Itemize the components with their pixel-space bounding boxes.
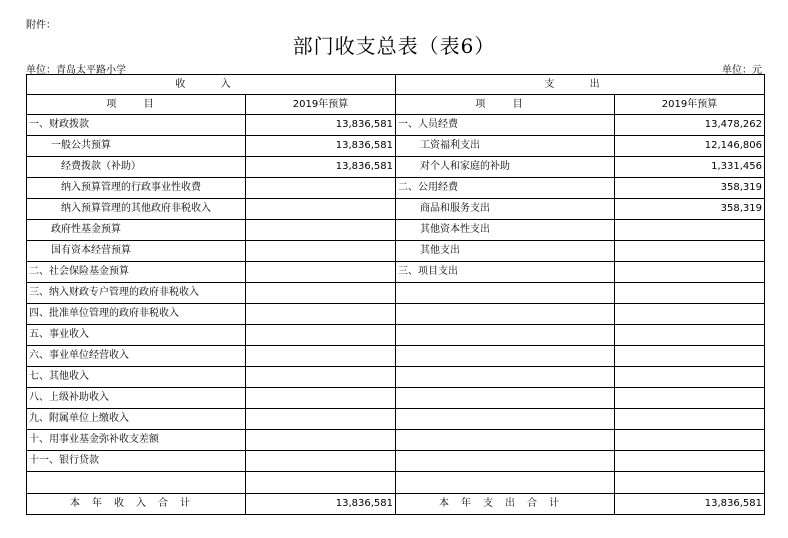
expense-item-cell: 商品和服务支出 <box>396 199 615 220</box>
income-total-label: 本年收入合计 <box>27 494 246 515</box>
income-value-cell <box>246 178 396 199</box>
income-item-cell: 四、批准单位管理的政府非税收入 <box>27 304 246 325</box>
expense-value-cell <box>615 304 765 325</box>
expense-item-cell: 其他资本性支出 <box>396 220 615 241</box>
income-value-cell: 13,836,581 <box>246 136 396 157</box>
expense-item-cell <box>396 430 615 451</box>
table-row <box>27 388 765 409</box>
income-item-cell: 六、事业单位经营收入 <box>27 346 246 367</box>
expense-item-cell: 三、项目支出 <box>396 262 615 283</box>
income-value-cell <box>246 283 396 304</box>
income-value-cell <box>246 367 396 388</box>
expense-value-cell <box>615 283 765 304</box>
table-row <box>27 451 765 472</box>
table-row <box>27 346 765 367</box>
table-row <box>27 199 765 220</box>
expense-item-header: 项 目 <box>396 95 615 115</box>
income-item-cell: 十一、银行贷款 <box>27 451 246 472</box>
expense-value-cell: 12,146,806 <box>615 136 765 157</box>
expense-value-cell <box>615 220 765 241</box>
expense-budget-header: 2019年预算 <box>615 95 765 115</box>
income-item-cell: 八、上级补助收入 <box>27 388 246 409</box>
table-row <box>27 472 765 494</box>
expense-header: 支 出 <box>396 75 765 95</box>
income-item-cell: 九、附属单位上缴收入 <box>27 409 246 430</box>
attachment-label: 附件： <box>26 20 56 31</box>
expense-total-label: 本年支出合计 <box>396 494 615 515</box>
expense-item-cell <box>396 409 615 430</box>
income-value-cell <box>246 346 396 367</box>
currency-unit: 单位：元 <box>722 65 762 76</box>
income-header: 收 入 <box>27 75 396 95</box>
expense-value-cell <box>615 262 765 283</box>
table-row <box>27 220 765 241</box>
income-value-cell <box>246 388 396 409</box>
expense-item-cell: 对个人和家庭的补助 <box>396 157 615 178</box>
expense-value-cell <box>615 430 765 451</box>
income-value-cell <box>246 430 396 451</box>
expense-value-cell <box>615 472 765 494</box>
income-value-cell: 13,836,581 <box>246 157 396 178</box>
total-row <box>27 494 765 515</box>
expense-item-cell: 其他支出 <box>396 241 615 262</box>
income-total-value: 13,836,581 <box>246 494 396 515</box>
income-item-cell: 五、事业收入 <box>27 325 246 346</box>
table-row <box>27 262 765 283</box>
expense-total-value: 13,836,581 <box>615 494 765 515</box>
expense-item-cell <box>396 472 615 494</box>
income-value-cell <box>246 304 396 325</box>
income-item-cell: 政府性基金预算 <box>27 220 246 241</box>
expense-value-cell: 13,478,262 <box>615 115 765 136</box>
income-value-cell <box>246 220 396 241</box>
income-budget-header: 2019年预算 <box>246 95 396 115</box>
income-value-cell: 13,836,581 <box>246 115 396 136</box>
income-item-cell: 纳入预算管理的其他政府非税收入 <box>27 199 246 220</box>
expense-item-cell <box>396 346 615 367</box>
expense-value-cell <box>615 346 765 367</box>
income-value-cell <box>246 199 396 220</box>
expense-value-cell <box>615 451 765 472</box>
expense-item-cell <box>396 367 615 388</box>
income-item-cell: 三、纳入财政专户管理的政府非税收入 <box>27 283 246 304</box>
budget-table <box>26 74 765 515</box>
expense-value-cell: 358,319 <box>615 199 765 220</box>
expense-item-cell <box>396 304 615 325</box>
table-row <box>27 178 765 199</box>
income-item-cell: 一般公共预算 <box>27 136 246 157</box>
table-row <box>27 136 765 157</box>
income-value-cell <box>246 451 396 472</box>
income-item-cell: 纳入预算管理的行政事业性收费 <box>27 178 246 199</box>
income-item-cell: 经费拨款（补助） <box>27 157 246 178</box>
table-row <box>27 241 765 262</box>
income-item-cell: 一、财政拨款 <box>27 115 246 136</box>
income-value-cell <box>246 262 396 283</box>
income-value-cell <box>246 409 396 430</box>
table-row <box>27 157 765 178</box>
income-item-cell: 二、社会保险基金预算 <box>27 262 246 283</box>
expense-value-cell: 1,331,456 <box>615 157 765 178</box>
income-item-cell: 国有资本经营预算 <box>27 241 246 262</box>
income-item-cell: 十、用事业基金弥补收支差额 <box>27 430 246 451</box>
expense-item-cell: 工资福利支出 <box>396 136 615 157</box>
expense-item-cell <box>396 325 615 346</box>
table-row <box>27 409 765 430</box>
income-item-header: 项 目 <box>27 95 246 115</box>
expense-item-cell: 二、公用经费 <box>396 178 615 199</box>
table-row <box>27 325 765 346</box>
expense-item-cell <box>396 451 615 472</box>
expense-item-cell: 一、人员经费 <box>396 115 615 136</box>
table-row <box>27 304 765 325</box>
income-value-cell <box>246 472 396 494</box>
expense-item-cell <box>396 388 615 409</box>
table-row <box>27 283 765 304</box>
expense-value-cell <box>615 367 765 388</box>
table-row <box>27 115 765 136</box>
income-value-cell <box>246 325 396 346</box>
income-item-cell: 七、其他收入 <box>27 367 246 388</box>
income-item-cell <box>27 472 246 494</box>
expense-value-cell <box>615 325 765 346</box>
expense-value-cell <box>615 409 765 430</box>
table-row <box>27 430 765 451</box>
page-title: 部门收支总表（表6） <box>292 34 496 58</box>
unit-name: 单位：青岛太平路小学 <box>26 65 126 76</box>
expense-value-cell <box>615 241 765 262</box>
expense-value-cell: 358,319 <box>615 178 765 199</box>
expense-value-cell <box>615 388 765 409</box>
expense-item-cell <box>396 283 615 304</box>
income-value-cell <box>246 241 396 262</box>
table-row <box>27 367 765 388</box>
